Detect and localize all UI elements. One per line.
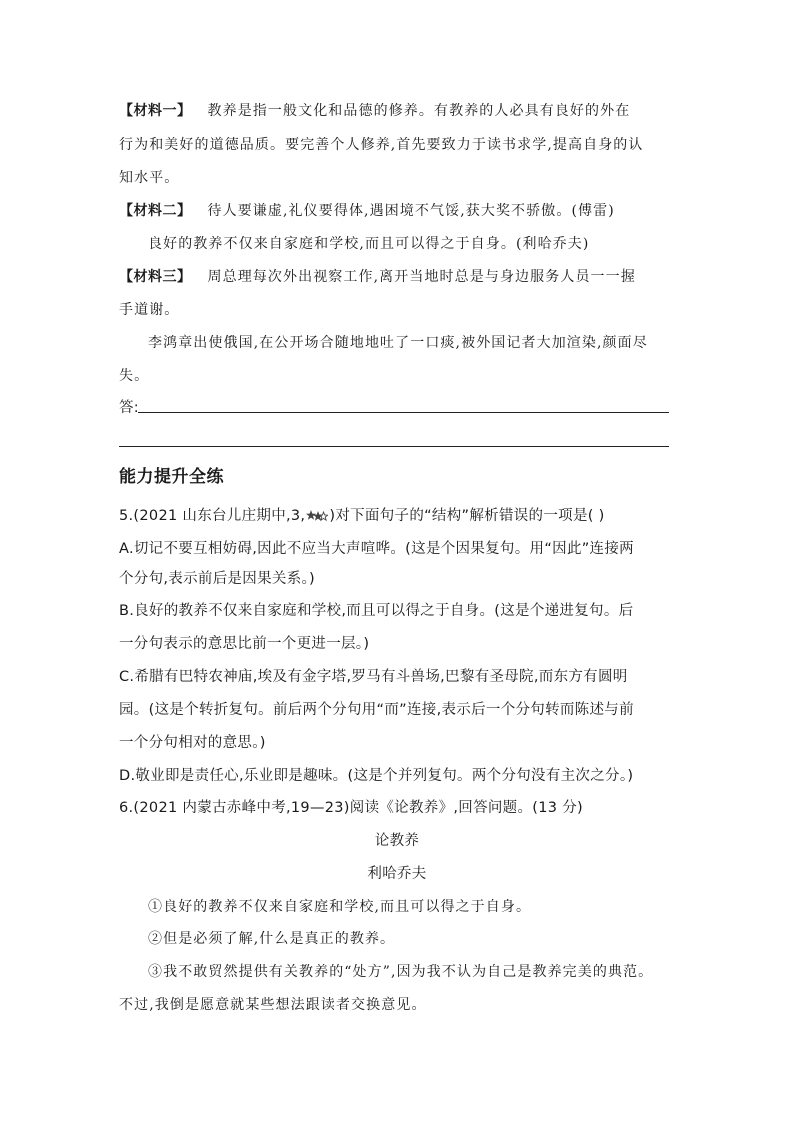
answer-line-2[interactable] [119,446,669,447]
article-para1: ①良好的教养不仅来自家庭和学校,而且可以得之于自身。 [148,899,532,915]
question5-option-d[interactable]: D.敬业即是责任心,乐业即是趣味。(这是个并列复句。两个分句没有主次之分。) [119,768,634,784]
question5-option-a-line1[interactable]: A.切记不要互相妨碍,因此不应当大声喧哗。(这是个因果复句。用“因此”连接两 [119,541,634,557]
material1-text1: 教养是指一般文化和品德的修养。有教养的人必具有良好的外在 [207,103,631,119]
material1-label: 【材料一】 [119,103,192,119]
material2-line1 [119,201,615,221]
question5-option-c-line1[interactable]: C.希腊有巴特农神庙,埃及有金字塔,罗马有斗兽场,巴黎有圣母院,而东方有圆明 [119,669,628,685]
article-para2: ②但是必须了解,什么是真正的教养。 [148,931,396,947]
question5-stem [119,506,605,526]
material3-line4: 失。 [119,368,150,384]
material1-line3: 知水平。 [119,170,180,186]
material3-line3: 李鸿章出使俄国,在公开场合随地地吐了一口痰,被外国记者大加渲染,颜面尽 [148,335,648,351]
material1-line2: 行为和美好的道德品质。要完善个人修养,首先要致力于读书求学,提高自身的认 [119,137,644,153]
question6-stem: 6.(2021 内蒙古赤峰中考,19—23)阅读《论教养》,回答问题。(13 分) [119,800,583,816]
difficulty-stars-icon [306,509,328,523]
answer-label: 答: [119,400,139,416]
material2-line2: 良好的教养不仅来自家庭和学校,而且可以得之于自身。(利哈乔夫) [148,236,590,252]
article-para3-line1: ③我不敢贸然提供有关教养的“处方”,因为我不认为自己是教养完美的典范。 [148,964,654,980]
material3-line2: 手道谢。 [119,302,180,318]
article-author: 利哈乔夫 [367,866,427,882]
material3-text1: 周总理每次外出视察工作,离开当地时总是与身边服务人员一一握 [207,269,636,285]
material2-text1: 待人要谦虚,礼仪要得体,遇困境不气馁,获大奖不骄傲。(傅雷) [207,203,615,219]
material3-line1 [119,267,636,287]
material3-label: 【材料三】 [119,269,192,285]
article-title: 论教养 [374,833,420,849]
question5-option-c-line3: 一个分句相对的意思。) [119,735,266,751]
question5-option-b-line1[interactable]: B.良好的教养不仅来自家庭和学校,而且可以得之于自身。(这是个递进复句。后 [119,603,634,619]
article-para3-line2: 不过,我倒是愿意就某些想法跟读者交换意见。 [119,997,427,1013]
material2-label: 【材料二】 [119,203,192,219]
question5-option-a-line2: 个分句,表示前后是因果关系。) [119,571,316,587]
question5-option-b-line2: 一分句表示的意思比前一个更进一层。) [119,636,370,652]
section-title: 能力提升全练 [119,467,224,487]
material1-line1 [119,101,630,121]
question5-suffix: )对下面句子的“结构”解析错误的一项是( ) [329,508,605,524]
question5-option-c-line2: 园。(这是个转折复句。前后两个分句用“而”连接,表示后一个分句转而陈述与前 [119,702,634,718]
answer-line-1[interactable] [138,412,669,413]
question5-prefix: 5.(2021 山东台儿庄期中,3, [119,508,306,524]
